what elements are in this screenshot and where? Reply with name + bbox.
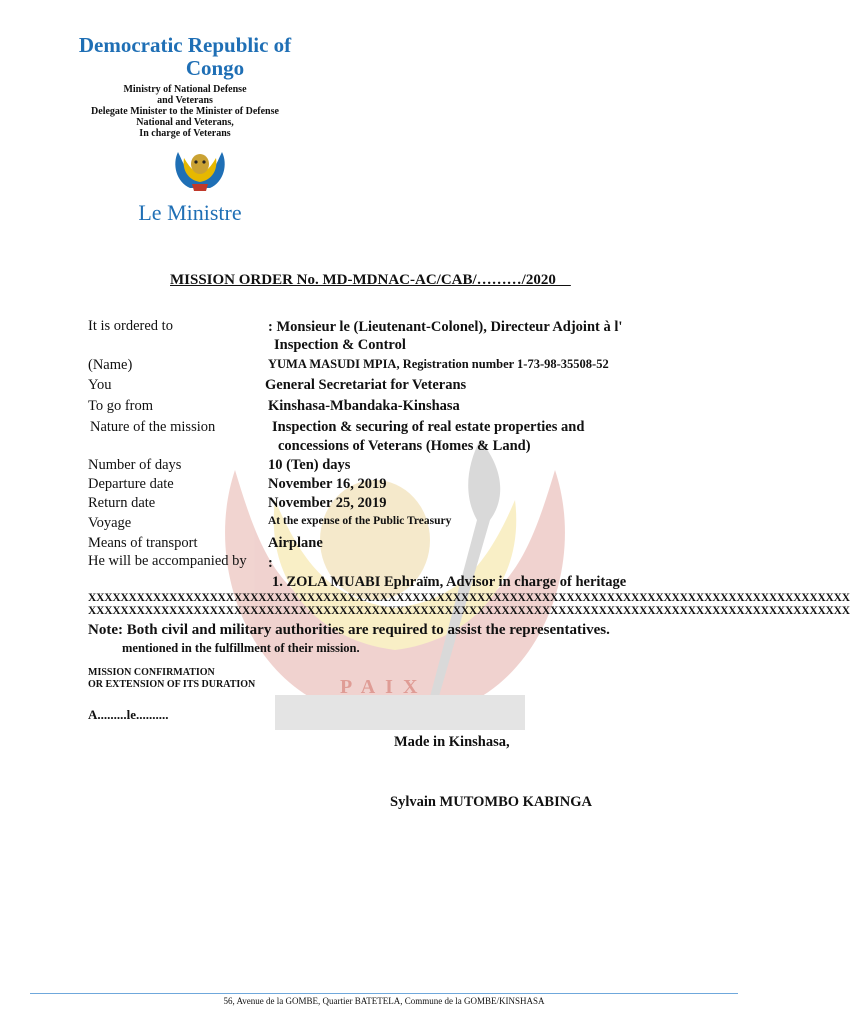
country-name — [60, 34, 310, 80]
redaction-line: XXXXXXXXXXXXXXXXXXXXXXXXXXXXXXXXXXXXXXXXXXXXXXXXXXXXXXXXXXXXXXXXXXXXXXXXXXXXXXXXXXXXXXXXXXXXXX — [88, 605, 850, 617]
transport-label: Means of transport — [88, 535, 198, 551]
transport-value: Airplane — [268, 535, 323, 551]
name-value: YUMA MASUDI MPIA, Registration number 1-73-98-35508-52 — [268, 357, 609, 371]
you-value: General Secretariat for Veterans — [265, 377, 467, 393]
name-label: (Name) — [88, 357, 133, 373]
days-label: Number of days — [88, 457, 182, 473]
confirmation-line-2: OR EXTENSION OF ITS DURATION — [88, 679, 256, 690]
ordered-to-value-cont: Inspection & Control — [274, 337, 406, 353]
redaction-line: XXXXXXXXXXXXXXXXXXXXXXXXXXXXXXXXXXXXXXXXXXXXXXXXXXXXXXXXXXXXXXXXXXXXXXXXXXXXXXXXXXXXXXXXXXXXXX — [88, 592, 850, 604]
accompanied-value: 1. ZOLA MUABI Ephraïm, Advisor in charge of heritage — [272, 574, 627, 590]
departure-label: Departure date — [88, 476, 174, 492]
voyage-label: Voyage — [88, 515, 132, 531]
signatory-name: Sylvain MUTOMBO KABINGA — [390, 794, 592, 810]
footer-divider — [30, 993, 738, 994]
ministry-line: National and Veterans, — [136, 117, 234, 128]
confirmation-block — [88, 667, 255, 691]
return-value: November 25, 2019 — [268, 495, 387, 511]
ordered-to-label: It is ordered to — [88, 318, 173, 334]
note-line-2: mentioned in the fulfillment of their mission. — [122, 641, 360, 655]
ministry-block — [60, 84, 310, 139]
go-from-value: Kinshasa-Mbandaka-Kinshasa — [268, 398, 460, 414]
ordered-to-value: : Monsieur le (Lieutenant-Colonel), Directeur Adjoint à l' — [268, 319, 623, 335]
return-label: Return date — [88, 495, 156, 511]
note-line-1: Note: Both civil and military authorities are required to assist the representatives. — [88, 622, 610, 638]
nature-label: Nature of the mission — [90, 419, 216, 435]
accompanied-colon: : — [268, 555, 273, 571]
voyage-value: At the expense of the Public Treasury — [268, 515, 452, 527]
coat-of-arms-icon — [170, 144, 230, 194]
watermark-text: PAIX — [340, 676, 428, 698]
confirmation-line-1: MISSION CONFIRMATION — [88, 667, 215, 678]
nature-value: Inspection & securing of real estate properties and — [272, 419, 585, 435]
go-from-label: To go from — [88, 398, 154, 414]
place-date-line: A.........le.......... — [88, 707, 169, 722]
ministry-line: Ministry of National Defense — [123, 84, 247, 95]
days-value: 10 (Ten) days — [268, 457, 351, 473]
departure-value: November 16, 2019 — [268, 476, 387, 492]
accompanied-label: He will be accompanied by — [88, 553, 247, 569]
mission-order-title: MISSION ORDER No. MD-MDNAC-AC/CAB/………/2020 — [170, 272, 571, 288]
nature-value-cont: concessions of Veterans (Homes & Land) — [278, 438, 531, 454]
ministry-line: Delegate Minister to the Minister of Defense — [91, 106, 279, 117]
ministry-line: and Veterans — [157, 95, 213, 106]
footer-address: 56, Avenue de la GOMBE, Quartier BATETELA, Commune de la GOMBE/KINSHASA — [223, 996, 545, 1006]
le-ministre-heading: Le Ministre — [138, 200, 242, 225]
country-line-1: Democratic Republic of — [78, 33, 292, 57]
made-in-text: Made in Kinshasa, — [394, 734, 510, 750]
you-label: You — [88, 377, 112, 393]
ministry-line: In charge of Veterans — [139, 128, 231, 139]
country-line-2: Congo — [185, 56, 245, 80]
